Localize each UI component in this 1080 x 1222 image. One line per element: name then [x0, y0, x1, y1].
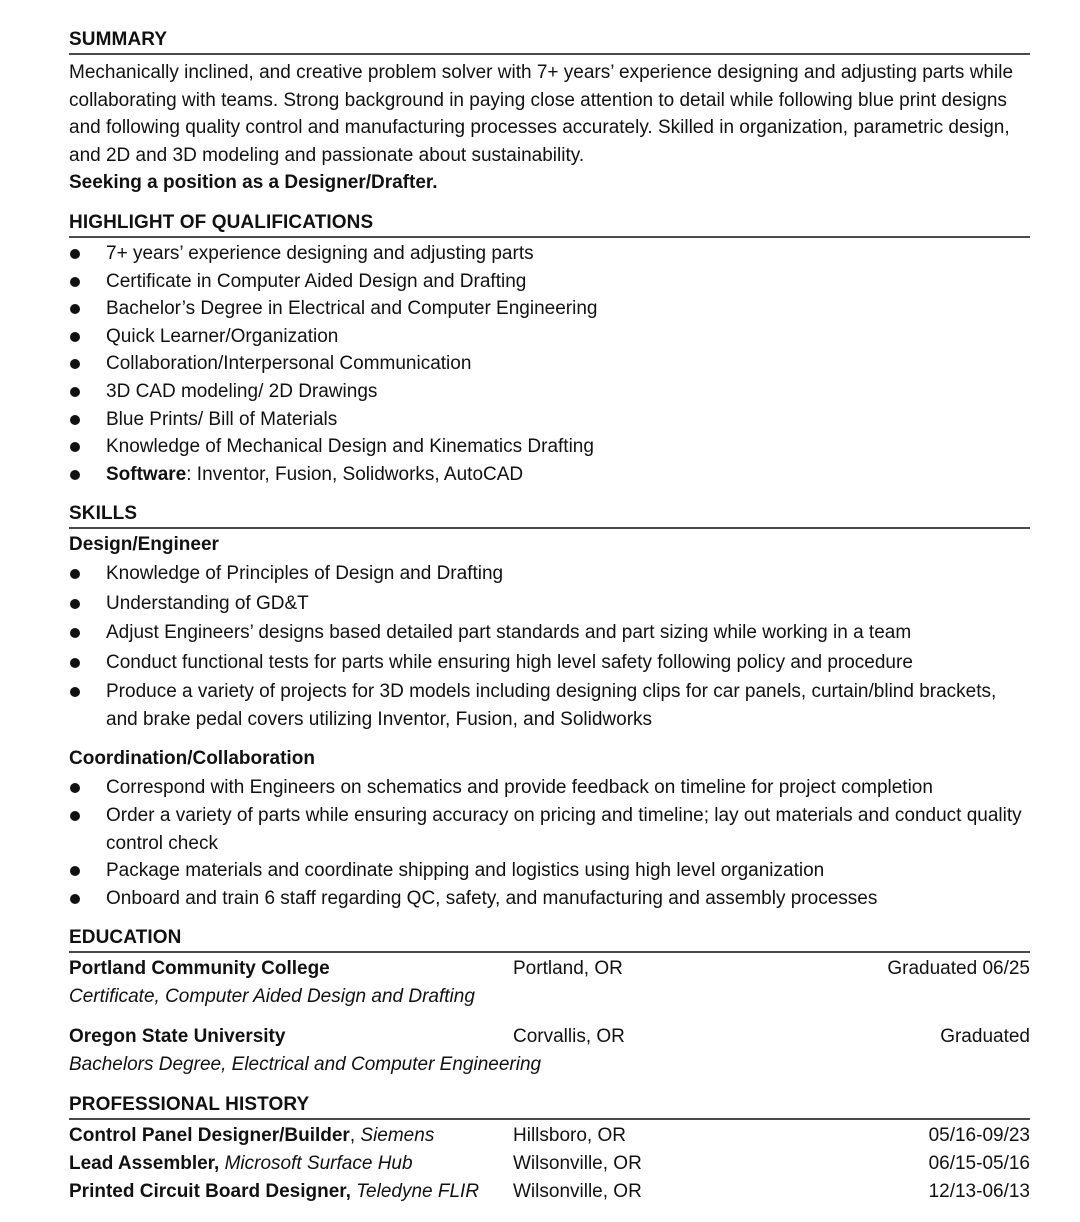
summary-paragraph: [69, 59, 1030, 197]
summary-text: Mechanically inclined, and creative problem solver with 7+ years’ experience designing and adjusting parts while collaborating with teams. Strong background in paying close attention to detail while following blue print designs and following quality control and manufacturing processes accurately. Skilled in organization, parametric design, and 2D and 3D modeling and passionate about sustainability.: [69, 62, 1014, 166]
list-item: Bachelor’s Degree in Electrical and Computer Engineering: [69, 295, 1030, 323]
skills-group-heading-design: Design/Engineer: [69, 534, 219, 556]
list-item: 7+ years’ experience designing and adjusting parts: [69, 240, 1030, 268]
section-title-qualifications: HIGHLIGHT OF QUALIFICATIONS: [69, 211, 1030, 238]
list-item: Certificate in Computer Aided Design and Drafting: [69, 268, 1030, 296]
list-item: Correspond with Engineers on schematics and provide feedback on timeline for project completion: [69, 774, 1030, 802]
section-title-skills: SKILLS: [69, 502, 1030, 529]
school-location: Portland, OR: [513, 958, 623, 980]
education-entry: [69, 955, 1030, 1011]
bullet-icon: [70, 783, 80, 793]
bullet-icon: [70, 442, 80, 452]
school-name: Portland Community College: [69, 958, 330, 980]
job-company: Microsoft Surface Hub: [224, 1153, 413, 1175]
job-row: [69, 1178, 1030, 1206]
school-name: Oregon State University: [69, 1026, 286, 1048]
job-row: Control Panel Designer/Builder, Siemens Hillsboro, OR 05/16-09/23: [69, 1122, 1030, 1150]
job-company: Teledyne FLIR: [356, 1181, 480, 1203]
bullet-icon: [70, 599, 80, 609]
graduation-date: Graduated: [940, 1026, 1030, 1048]
job-dates: 06/15-05/16: [928, 1153, 1030, 1175]
skills-list-design: [69, 560, 1030, 733]
summary-objective: Seeking a position as a Designer/Drafter.: [69, 172, 438, 194]
job-company: Siemens: [360, 1125, 435, 1147]
list-item: Collaboration/Interpersonal Communication: [69, 350, 1030, 378]
software-label: Software: [106, 463, 187, 485]
list-item: Knowledge of Mechanical Design and Kinematics Drafting: [69, 433, 1030, 461]
job-row: [69, 1150, 1030, 1178]
education-entry: [69, 1023, 1030, 1079]
bullet-icon: [70, 304, 80, 314]
skills-list-coordination: [69, 774, 1030, 912]
job-location: Wilsonville, OR: [513, 1181, 642, 1203]
list-item: Onboard and train 6 staff regarding QC, safety, and manufacturing and assembly processes: [69, 885, 1030, 913]
bullet-icon: [70, 332, 80, 342]
job-role: Control Panel Designer/Builder: [69, 1125, 350, 1147]
list-item: Quick Learner/Organization: [69, 323, 1030, 351]
software-value: : Inventor, Fusion, Solidworks, AutoCAD: [186, 463, 524, 485]
bullet-icon: [70, 249, 80, 259]
bullet-icon: [70, 687, 80, 697]
list-item: Conduct functional tests for parts while ensuring high level safety following policy and procedure: [69, 649, 1030, 677]
summary-section: [69, 28, 1030, 197]
skills-group-heading-coordination: Coordination/Collaboration: [69, 748, 315, 770]
degree: Bachelors Degree, Electrical and Computer Engineering: [69, 1054, 542, 1076]
degree: Certificate, Computer Aided Design and Drafting: [69, 986, 475, 1008]
bullet-icon: [70, 811, 80, 821]
section-title-education: EDUCATION: [69, 926, 1030, 953]
list-item-software: [69, 461, 1030, 489]
bullet-icon: [70, 894, 80, 904]
list-item: Produce a variety of projects for 3D models including designing clips for car panels, curtain/blind brackets, and brake pedal covers utilizing Inventor, Fusion, and Solidworks: [69, 678, 1030, 733]
bullet-icon: [70, 569, 80, 579]
list-item: Order a variety of parts while ensuring accuracy on pricing and timeline; lay out materials and conduct quality control check: [69, 802, 1030, 857]
history-section: [69, 1093, 1030, 1206]
bullet-icon: [70, 277, 80, 287]
list-item: Understanding of GD&T: [69, 590, 1030, 618]
section-title-summary: SUMMARY: [69, 28, 1030, 55]
bullet-icon: [70, 470, 80, 480]
job-location: Wilsonville, OR: [513, 1153, 642, 1175]
school-location: Corvallis, OR: [513, 1026, 625, 1048]
graduation-date: Graduated 06/25: [887, 958, 1030, 980]
job-dates: 05/16-09/23: [928, 1125, 1030, 1147]
bullet-icon: [70, 866, 80, 876]
education-section: [69, 926, 1030, 1079]
list-item: 3D CAD modeling/ 2D Drawings: [69, 378, 1030, 406]
job-dates: 12/13-06/13: [928, 1181, 1030, 1203]
skills-section: [69, 502, 1030, 912]
list-item: Knowledge of Principles of Design and Drafting: [69, 560, 1030, 588]
job-role: Lead Assembler,: [69, 1153, 220, 1175]
bullet-icon: [70, 387, 80, 397]
qualifications-list: [69, 240, 1030, 488]
job-location: Hillsboro, OR: [513, 1125, 626, 1147]
bullet-icon: [70, 628, 80, 638]
qualifications-section: [69, 211, 1030, 488]
bullet-icon: [70, 658, 80, 668]
bullet-icon: [70, 415, 80, 425]
list-item: Adjust Engineers’ designs based detailed part standards and part sizing while working in a team: [69, 619, 1030, 647]
bullet-icon: [70, 359, 80, 369]
section-title-history: PROFESSIONAL HISTORY: [69, 1093, 1030, 1120]
job-role: Printed Circuit Board Designer,: [69, 1181, 351, 1203]
list-item: Blue Prints/ Bill of Materials: [69, 406, 1030, 434]
list-item: Package materials and coordinate shipping and logistics using high level organization: [69, 857, 1030, 885]
